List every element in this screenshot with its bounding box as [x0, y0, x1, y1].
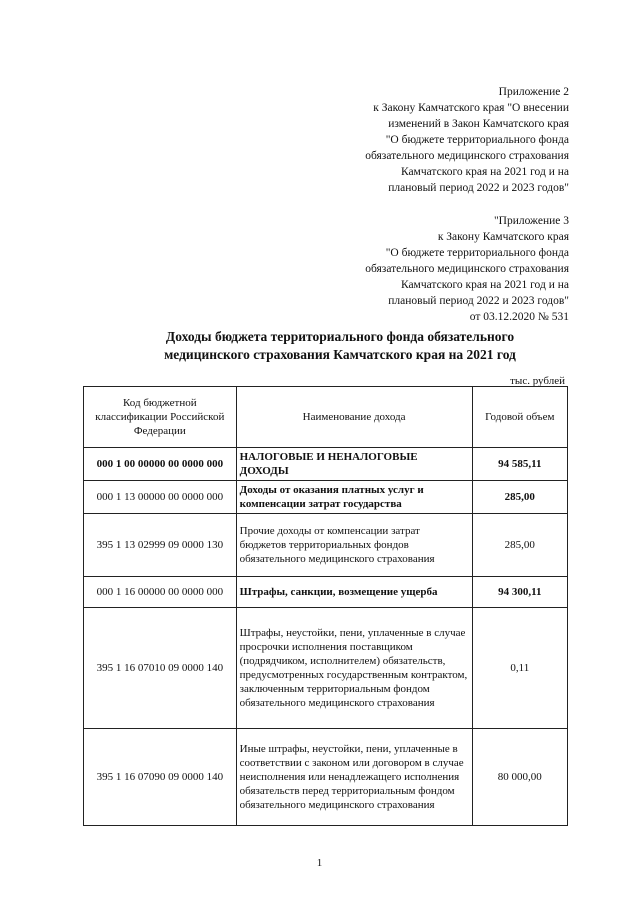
row-volume: 94 585,11 — [472, 448, 567, 481]
row-code: 395 1 16 07010 09 0000 140 — [84, 608, 237, 729]
header-volume: Годовой объем — [472, 387, 567, 448]
annex-line: "Приложение 3 — [493, 215, 569, 227]
annex-line: "О бюджете территориального фонда — [385, 247, 569, 259]
row-code: 000 1 00 00000 00 0000 000 — [84, 448, 237, 481]
row-code: 395 1 16 07090 09 0000 140 — [84, 729, 237, 826]
table-row — [84, 514, 568, 577]
annex-line: обязательного медицинского страхования — [365, 263, 569, 275]
row-code: 000 1 13 00000 00 0000 000 — [84, 481, 237, 514]
row-code: 395 1 13 02999 09 0000 130 — [84, 514, 237, 577]
row-name: Штрафы, неустойки, пени, уплаченные в случае просрочки исполнения поставщиком (подрядчиком, исполнителем) обязательств, предусмотренных государственным контрактом, заключенным территориальным фондом обязательного медицинского страхования — [236, 608, 472, 729]
title-line: Доходы бюджета территориального фонда обязательного — [165, 329, 515, 344]
page-number: 1 — [316, 857, 323, 869]
row-volume: 0,11 — [472, 608, 567, 729]
row-volume: 285,00 — [472, 514, 567, 577]
row-name: Иные штрафы, неустойки, пени, уплаченные в соответствии с законом или договором в случае неисполнения или ненадлежащего исполнения обязательств перед территориальным фондом обязательного медицинского страхования — [236, 729, 472, 826]
row-volume: 80 000,00 — [472, 729, 567, 826]
annex-line: плановый период 2022 и 2023 годов" — [388, 295, 569, 307]
document-title — [90, 328, 590, 364]
title-line: медицинского страхования Камчатского края на 2021 год — [164, 347, 516, 362]
row-name: Прочие доходы от компенсации затрат бюджетов территориальных фондов обязательного медицинского страхования — [236, 514, 472, 577]
table-header-row — [84, 387, 568, 448]
table-row — [84, 481, 568, 514]
annex-line: изменений в Закон Камчатского края — [388, 118, 569, 130]
header-name: Наименование дохода — [236, 387, 472, 448]
income-table — [83, 386, 568, 826]
table-row — [84, 729, 568, 826]
table-row — [84, 448, 568, 481]
annex-line: Камчатского края на 2021 год и на — [400, 279, 569, 291]
row-volume: 285,00 — [472, 481, 567, 514]
row-volume: 94 300,11 — [472, 577, 567, 608]
annex-line: Камчатского края на 2021 год и на — [400, 166, 569, 178]
annex-line: обязательного медицинского страхования — [365, 150, 569, 162]
annex-line: плановый период 2022 и 2023 годов" — [388, 182, 569, 194]
row-code: 000 1 16 00000 00 0000 000 — [84, 577, 237, 608]
annex-date-number: от 03.12.2020 № 531 — [469, 311, 569, 323]
row-name: Штрафы, санкции, возмещение ущерба — [236, 577, 472, 608]
annex-3-header — [365, 213, 569, 325]
table-row — [84, 608, 568, 729]
annex-2-header — [365, 84, 569, 196]
table-row — [84, 577, 568, 608]
annex-line: Приложение 2 — [498, 86, 569, 98]
row-name: НАЛОГОВЫЕ И НЕНАЛОГОВЫЕ ДОХОДЫ — [236, 448, 472, 481]
units-label: тыс. рублей — [510, 375, 565, 387]
header-code: Код бюджетной классификации Российской Федерации — [84, 387, 237, 448]
annex-line: к Закону Камчатского края — [437, 231, 569, 243]
annex-line: к Закону Камчатского края "О внесении — [373, 102, 569, 114]
annex-line: "О бюджете территориального фонда — [385, 134, 569, 146]
row-name: Доходы от оказания платных услуг и компенсации затрат государства — [236, 481, 472, 514]
